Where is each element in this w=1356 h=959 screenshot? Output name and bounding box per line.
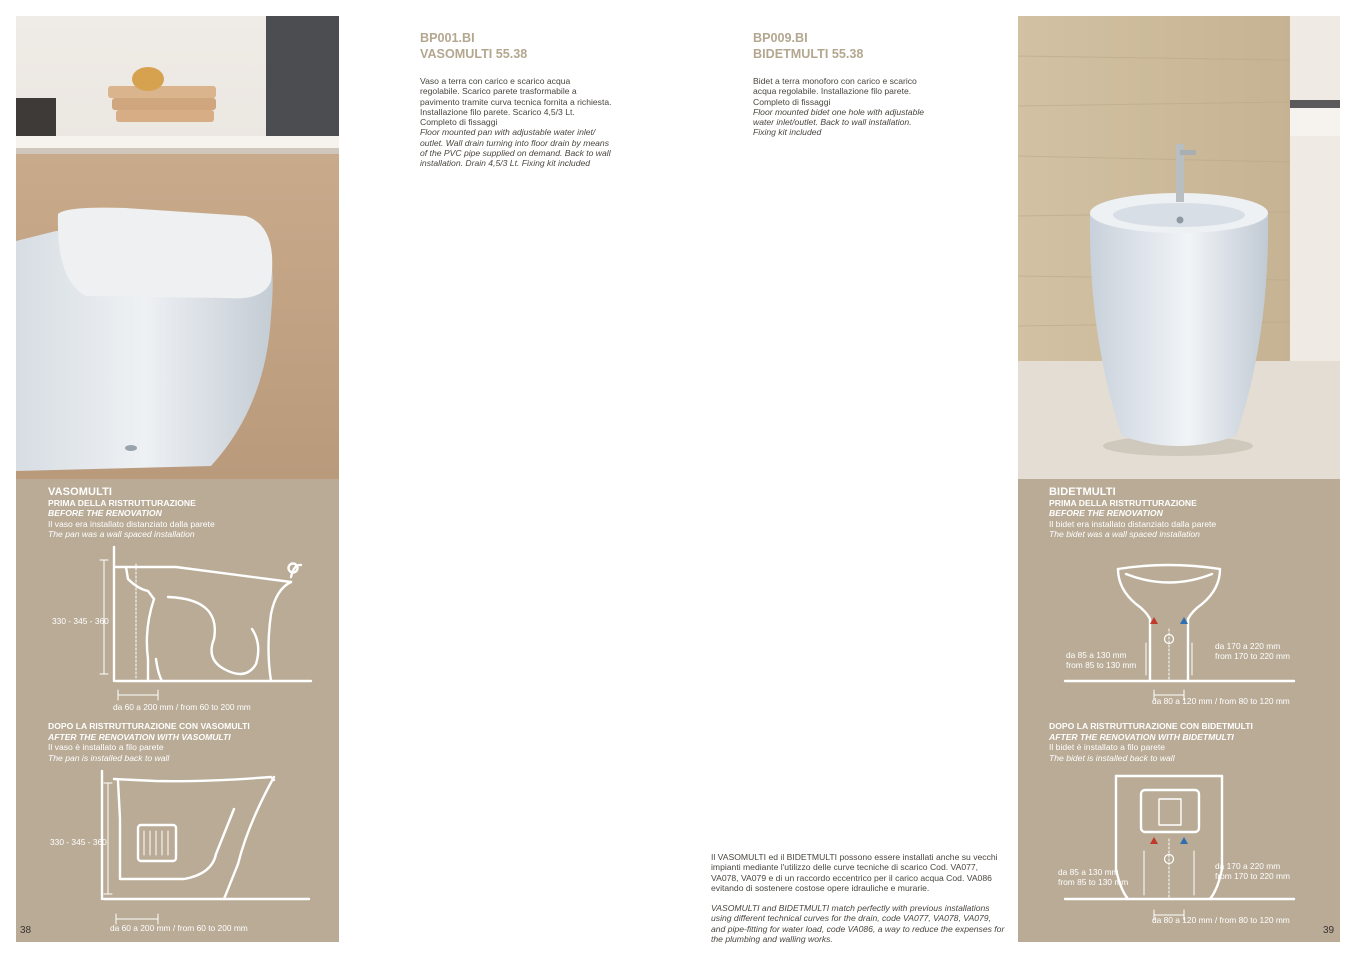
- product-code: BP009.BI: [753, 31, 808, 45]
- before-description-en: The bidet was a wall spaced installation: [1049, 529, 1200, 539]
- before-description: Il vaso era installato distanziato dalla parete: [48, 518, 215, 529]
- page-number-left: 38: [20, 925, 32, 936]
- note-it: Il VASOMULTI ed il BIDETMULTI possono essere installati anche su vecchi impianti mediante l'utilizzo delle curve tecniche di scarico Cod. VA077, VA078, VA079 e di un raccordo eccentrico per il carico acqua Cod. VA086 evitando di sostenere costose opere idrauliche e murarie.: [711, 852, 998, 893]
- toilet-photo: [16, 16, 339, 479]
- before-description: Il bidet era installato distanziato dalla parete: [1049, 518, 1217, 529]
- after-description-en: The bidet is installed back to wall: [1049, 752, 1175, 763]
- description-en: Floor mounted pan with adjustable water inlet/ outlet. Wall drain turning into floor drain by means of the PVC pipe supplied on demand. Back to wall installation. Drain 4,5/3 Lt. Fixing kit included: [420, 127, 611, 169]
- left-dimension-after: da 85 a 130 mm: [1058, 867, 1119, 877]
- vasomulti-info-panel: [16, 479, 339, 942]
- left-dimension-before-en: from 85 to 130 mm: [1066, 659, 1137, 670]
- before-description-en: The pan was a wall spaced installation: [48, 529, 195, 539]
- bidet-photo: [1018, 16, 1340, 479]
- description-it: Vaso a terra con carico e scarico acqua regolabile. Scarico parete trasformabile a pavimento tramite curva tecnica fornita a richiesta. Installazione filo parete. Scarico 4,5/3 Lt. Completo di fissaggi: [420, 76, 612, 128]
- note-en: VASOMULTI and BIDETMULTI match perfectly with previous installations using different technical curves for the drain, code VA077, VA078, VA079, and pipe-fitting for water load, code VA086, a way to reduce the expenses for the plumbing and walling works.: [711, 903, 1005, 945]
- compatibility-note: [711, 852, 1007, 944]
- product-name: BIDETMULTI 55.38: [753, 46, 864, 61]
- bottom-dimension-before: da 80 a 120 mm / from 80 to 120 mm: [1152, 696, 1290, 706]
- width-dimension-before: da 60 a 200 mm / from 60 to 200 mm: [113, 702, 251, 712]
- bidetmulti-heading: [753, 31, 863, 62]
- before-heading-en: BEFORE THE RENOVATION: [1049, 508, 1163, 518]
- right-dimension-before: da 170 a 220 mm: [1215, 641, 1281, 651]
- left-dimension-before: da 85 a 130 mm: [1066, 650, 1127, 660]
- product-code: BP001.BI: [420, 31, 475, 45]
- height-dimension-after: 330 - 345 - 360: [50, 837, 107, 847]
- panel-title: BIDETMULTI: [1049, 486, 1116, 498]
- before-heading: PRIMA DELLA RISTRUTTURAZIONE: [48, 497, 196, 508]
- bidetmulti-description: [753, 76, 935, 138]
- height-dimension-before: 330 - 345 - 360: [52, 616, 109, 626]
- after-description: Il vaso è installato a filo parete: [48, 742, 164, 752]
- before-heading: PRIMA DELLA RISTRUTTURAZIONE: [1049, 497, 1197, 508]
- after-description: Il bidet è installato a filo parete: [1049, 742, 1166, 752]
- product-name: VASOMULTI 55.38: [420, 46, 528, 61]
- description-it: Bidet a terra monoforo con carico e scarico acqua regolabile. Installazione filo parete. Completo di fissaggi: [753, 76, 917, 107]
- after-heading-en: AFTER THE RENOVATION WITH BIDETMULTI: [1049, 731, 1234, 742]
- description-en: Floor mounted bidet one hole with adjustable water inlet/outlet. Back to wall installation. Fixing kit included: [753, 106, 925, 138]
- after-heading: DOPO LA RISTRUTTURAZIONE CON VASOMULTI: [48, 721, 250, 731]
- right-dimension-after-en: from 170 to 220 mm: [1215, 870, 1290, 881]
- page-number-right: 39: [1323, 925, 1335, 936]
- bidetmulti-info-panel: [1018, 479, 1340, 942]
- bottom-dimension-after: da 80 a 120 mm / from 80 to 120 mm: [1152, 915, 1290, 925]
- width-dimension-after: da 60 a 200 mm / from 60 to 200 mm: [110, 923, 248, 933]
- hot-inlet-icon: [1150, 837, 1158, 844]
- right-dimension-before-en: from 170 to 220 mm: [1215, 650, 1290, 661]
- before-heading-en: BEFORE THE RENOVATION: [48, 508, 162, 518]
- right-dimension-after: da 170 a 220 mm: [1215, 861, 1281, 871]
- left-dimension-after-en: from 85 to 130 mm: [1058, 876, 1129, 887]
- after-description-en: The pan is installed back to wall: [48, 752, 170, 763]
- after-heading: DOPO LA RISTRUTTURAZIONE CON BIDETMULTI: [1049, 721, 1253, 731]
- vasomulti-description: [420, 76, 612, 169]
- after-heading-en: AFTER THE RENOVATION WITH VASOMULTI: [48, 731, 231, 742]
- vasomulti-heading: [420, 31, 527, 62]
- panel-title: VASOMULTI: [48, 486, 113, 498]
- cold-inlet-icon: [1180, 837, 1188, 844]
